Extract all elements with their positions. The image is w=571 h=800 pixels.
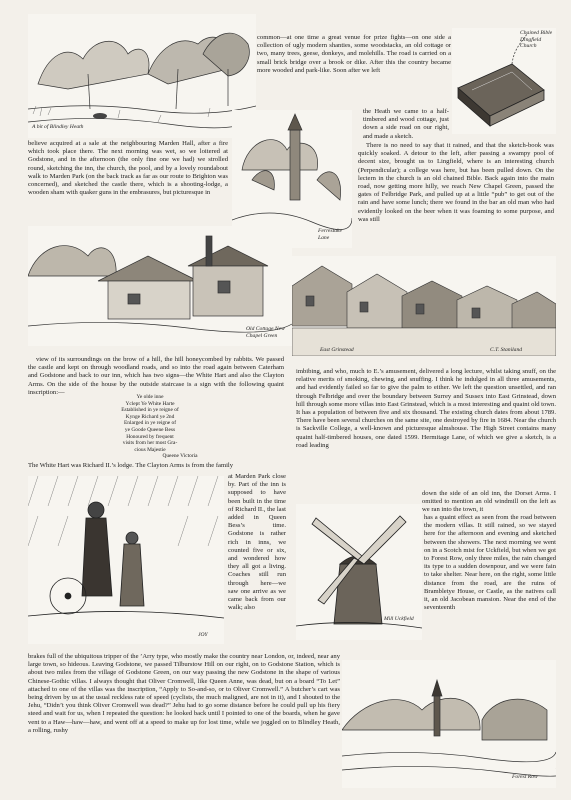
paragraph: The White Hart was Richard II.’s lodge. The Clayton Arms is from the family	[28, 462, 234, 469]
paragraph: brakes full of the ubiquitous tripper of the ’Arry type, who mostly make the country near London, or, indeed, near any large town, so hideous. Leaving Godstone, we passed Tilburstow Hill on our right, on to Godstone Station, which is about two miles from the village of Godstone Green, on our way passing the new Godstone in the shape of various Chinese-Gothic villas. I always thought that Oliver Cromwell, like Queen Anne, was dead, but on a board “To Let” attached to one of the villas was the inscription, “Apply to So-and-so, or to Oliver Cromwell.” A butcher’s cart was being driven by us at the usual reckless rate of speed (cyclists, the much maligned, are not in it), and I shouted to the Jehu, “Didn’t you think Oliver Cromwell was dead?” Jehu had to go some distance before he could pull up his fiery steed and wait for us, when I repeated the question: he looked back until I pointed to one of the boards, when he gave vent to a Haw—haw—haw, and went off at a speed to make up for lost time, while we joggled on to Blindley Heath, a rolling, rushy	[28, 653, 340, 734]
paragraph: believe acquired at a sale at the neighbouring Marden Hall, after a fire which took place there. The next morning was wet, so we loitered at Godstone, and in the afternoon (the only fine one we had) we strolled round, sketching the inn, the church, the pool, and by a lovely roundabout walk to Marden Park (on the back track as far as our route to Brighton was concerned), and sketched the castle there, which is a shooting-lodge, a wooden sham with quaker guns in the embrasures, but picturesque in	[28, 140, 228, 197]
paragraph: view of its surroundings on the brow of a hill, the hill honeycombed by rabbits. We passed the castle and kept on through woodland roads, and so into the road again between Caterham and Godstone and back to our inn, which has two signs—the White Hart and also the Clayton Arms. On the side of the house by the outside staircase is a sign with the following quaint inscription:—	[28, 356, 284, 396]
inscription-line: Ye olde inne	[136, 394, 164, 400]
illustration-blindley-heath	[28, 14, 256, 138]
caption-blindley-heath: A bit of Blindley Heath	[32, 124, 84, 130]
illustration-chained-bible	[452, 28, 556, 134]
caption-windmill: Mill Uckfield	[384, 616, 414, 622]
caption-east-grinstead: East Grinstead	[320, 347, 354, 353]
text-right-mid	[296, 368, 556, 450]
paragraph: has a quaint effect as seen from the road between the modern villas. It still rained, so we stayed here for the afternoon and evening and sketched between the showers. The next morning we went on in a Scotch mist for Uckfield, but when we got to Forest Row, only three miles, the rain changed its type to a sudden downpour, and we were fain to take shelter. Near here, on the right, some little distance from the road, are the ruins of Brambletye House, or Castle, as the natives call it, an old Jacobean mansion. Near the end of the seventeenth	[424, 514, 556, 612]
forest-row-sketch	[342, 660, 556, 788]
caption-staniland: C.T. Staniland	[490, 347, 523, 353]
street-sketch	[292, 256, 556, 356]
paragraph: the Heath we came to a half-timbered and wood cottage, just down a side road on our right, and made a sketch.	[363, 108, 449, 140]
illustration-east-grinstead-street	[292, 256, 556, 356]
paragraph: There is no need to say that it rained, and that the sketch-book was quickly soaked. A detour to the left, after passing a swampy pool of decent size, brought us to Lingfield, where is an interesting church (Perpendicular); a college was here, but has been pulled down. On the lectern in the church is an old chained Bible. Back again into the main road, now getting more hilly, we reach New Chapel Green, passed the gates of Felbridge Park, and pulled up at a little “pub” to get out of the rain and have some lunch; there we found in the bar an old man who had evidently looked on the beer when it was foaming to some purpose, and was still	[358, 142, 554, 223]
illustration-windmill	[296, 504, 422, 640]
inscription-line: Yclept Ye White Harte	[125, 400, 175, 407]
text-right-lower-a	[422, 490, 556, 515]
inscription-line: Honoured by frequent	[126, 433, 174, 440]
text-left-mid	[28, 356, 284, 397]
illustration-forest-row	[342, 660, 556, 788]
paragraph: at Marden Park close by. Part of the inn is supposed to have been built in the time of Richard II., the last added in Queen Bess’s time. Godstone is rather rich in inns, we counted five or six, and wondered how they all got a living. Coaches still run through here—we saw one arrive as we came back from our walk; also	[228, 473, 286, 612]
inscription-line: ye Goode Queene Bess	[124, 426, 176, 433]
inn-inscription	[80, 394, 220, 460]
inscription-line: Established in ye reigne of	[121, 407, 179, 414]
text-narrow-right	[363, 108, 449, 141]
caption-joy: JOY	[198, 632, 208, 638]
inscription-line: Kynge Richard ye 2nd	[125, 413, 175, 420]
inscription-line: Enlarged in ye reigne of	[124, 420, 176, 427]
inscription-line: visits from her most Gra-	[122, 440, 178, 447]
text-left-para	[28, 140, 228, 197]
inscription-line: cious Majestie	[134, 446, 166, 453]
text-right-narrow-low	[424, 514, 556, 612]
caption-forest-row: Forest Row	[512, 774, 538, 780]
inscription-line: Queene Victoria	[162, 453, 198, 460]
text-right-para	[358, 142, 554, 224]
paragraph: down the side of an old inn, the Dorset Arms. I omitted to mention an old windmill on the left as we ran into the town, it	[422, 490, 556, 514]
text-white-hart	[28, 462, 284, 470]
caption-old-cottage: Old Cottage New Chapel Green	[246, 326, 285, 339]
illustration-old-cottage	[28, 226, 292, 346]
landscape-sketch	[28, 14, 256, 138]
caption-ferrestake-lane: Ferrestake Lane	[318, 228, 343, 241]
text-narrow-mid	[228, 473, 286, 612]
rain-sketch	[28, 476, 224, 644]
illustration-rain-figures	[28, 476, 224, 644]
text-bottom-left	[28, 653, 340, 735]
caption-chained-bible: Chained Bible Dingfield Church	[520, 30, 553, 49]
text-col-top-right	[257, 34, 451, 75]
paragraph: imbibing, and who, much to E.’s amusement, delivered a long lecture, whilst taking snuff, on the relative merits of smoking, chewing, and snuffing. I think he indulged in all three amusements, and had evidently failed so far to give the palm to either. We left the question unsettled, and ran through Felbridge and over the boundary between Surrey and Sussex into East Grinstead, down hill through some more villas into East Grinstead, which is a most interesting and quaint old town. It has a population of between five and six thousand. The existing church dates from about 1789. There have been several churches on the same site, one destroyed by fire in 1684. Near the church is Sackville College, a well-known and picturesque almshouse. The High Street contains many quaint half-timbered houses, one dated 1599. Hermitage Lane, of which we give a sketch, is a road leading	[296, 368, 556, 449]
paragraph: common—at one time a great venue for prize fights—on one side a collection of ugly modern shanties, some woodstacks, an old cottage or two, many trees, geese, donkeys, and molehills. The road is carried on a small brick bridge over a brook or dike. After this the country became more wooded and park-like. Soon after we left	[257, 34, 451, 74]
